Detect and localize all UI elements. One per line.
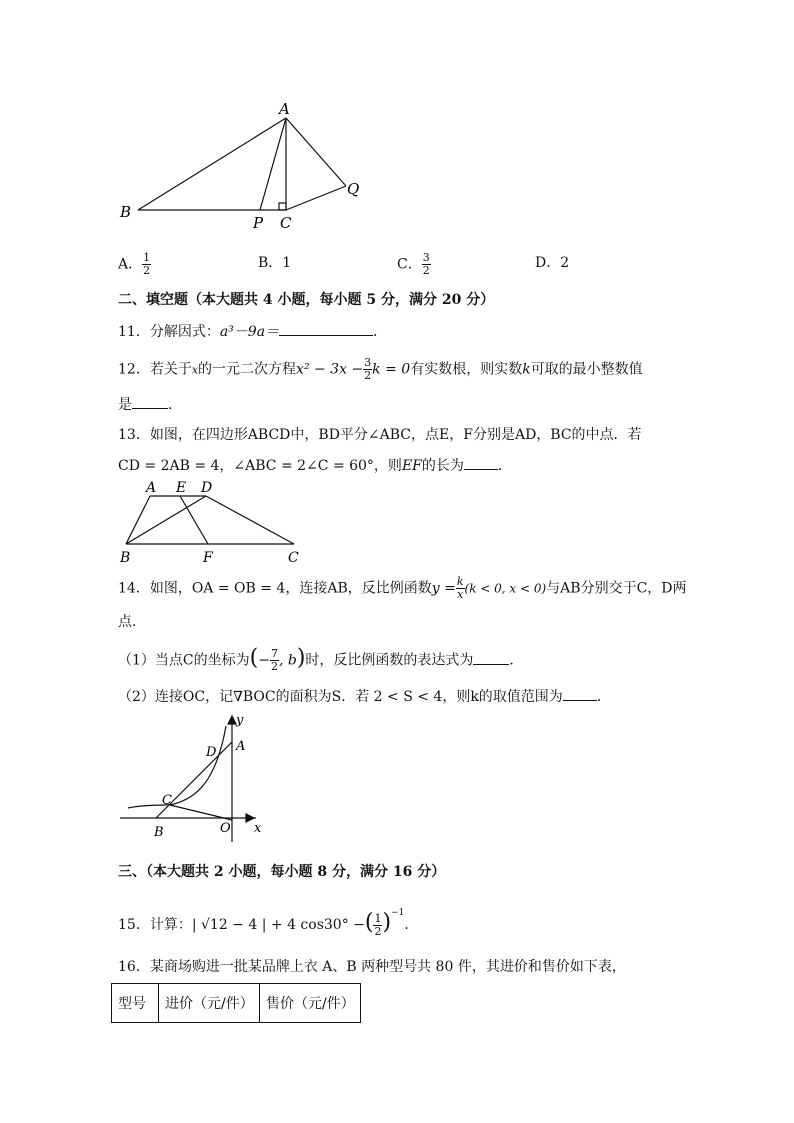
option-b: B．1 [258, 255, 292, 271]
question-11: 11．分解因式：a³－9a＝ ． [118, 321, 387, 342]
label-B: B [120, 550, 131, 566]
label-C: C [288, 550, 299, 566]
question-15: 15．计算：| √12 − 4 | + 4 cos30° −( $\frac{1}{2}$ )$^{-1}$． [118, 908, 419, 938]
question-16: 16．某商场购进一批某品牌上衣 A、B 两种型号共 80 件，其进价和售价如下表， [118, 959, 626, 975]
label-C: C [162, 793, 172, 808]
label-O: O [220, 821, 231, 836]
label-B: B [154, 825, 164, 840]
question-13-line2: CD = 2AB = 4，∠ABC = 2∠C = 60°，则EF的长为 ． [118, 455, 512, 476]
label-P: P [253, 214, 264, 232]
price-table [111, 983, 361, 1023]
label-y: y [236, 713, 244, 728]
label-x: x [254, 821, 262, 836]
table-header-cell: 进价（元/件） [159, 984, 260, 1023]
label-A: A [236, 739, 246, 754]
figure-q13 [110, 478, 320, 568]
table-header-cell: 售价（元/件） [260, 984, 361, 1023]
label-E: E [176, 480, 187, 496]
option-d: D．2 [535, 255, 570, 271]
label-A: A [279, 100, 290, 118]
label-Q: Q [347, 180, 360, 198]
table-row [112, 984, 361, 1023]
question-14: 14．如图，OA = OB = 4，连接AB，反比例函数y = $\frac{k}{x}$ (k < 0, x < 0)与AB分别交于C，D两 [118, 575, 687, 601]
question-14-line2: 点． [118, 614, 146, 630]
label-B: B [120, 203, 132, 221]
option-a: A． $\frac{1}{2}$ [118, 251, 151, 277]
label-A: A [146, 480, 157, 496]
question-13: 13．如图，在四边形ABCD中，BD平分∠ABC，点E，F分别是AD，BC的中点．若 [118, 427, 642, 443]
figure-q14 [116, 712, 276, 852]
question-12: 12．若关于x的一元二次方程x² − 3x − $\frac{3}{2}$ k = 0有实数根，则实数k可取的最小整数值 [118, 356, 643, 382]
question-14-part2: （2）连接OC，记∇BOC的面积为S．若 2 < S < 4，则k的取值范围为 ． [118, 686, 611, 707]
label-D: D [201, 480, 213, 496]
question-12-line2: 是 ． [118, 394, 182, 415]
table-header-cell: 型号 [112, 984, 159, 1023]
section-2-title: 二、填空题（本大题共 4 小题，每小题 5 分，满分 20 分） [118, 292, 495, 308]
figure-q10 [110, 100, 370, 235]
question-14-part1: （1）当点C的坐标为(− $\frac{7}{2}$ , b)时，反比例函数的表达式为 ． [118, 645, 524, 673]
label-F: F [203, 550, 213, 566]
option-c: C． $\frac{3}{2}$ [397, 251, 430, 277]
label-D: D [206, 745, 217, 760]
label-C: C [280, 214, 292, 232]
section-3-title: 三、（本大题共 2 小题，每小题 8 分，满分 16 分） [118, 864, 446, 880]
